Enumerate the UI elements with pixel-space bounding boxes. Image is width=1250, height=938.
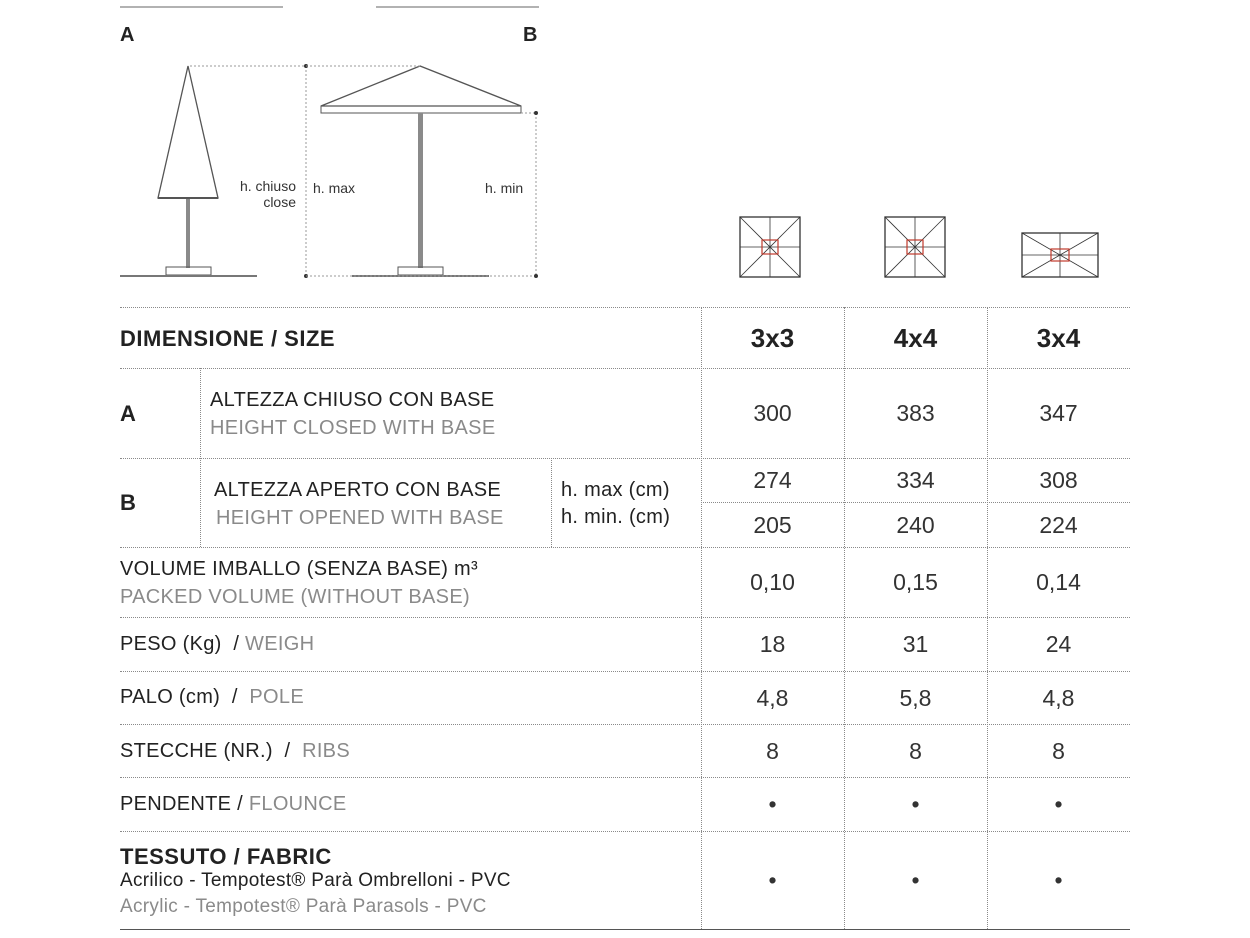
volume-label-en: PACKED VOLUME (WITHOUT BASE) xyxy=(120,586,470,608)
table-cell: 383 xyxy=(896,400,935,426)
table-cell: 300 xyxy=(753,400,792,426)
umbrella-diagram xyxy=(0,0,1250,300)
table-cell: 334 xyxy=(896,467,935,493)
h-max-label: h. max xyxy=(313,180,356,196)
size-4x4-header: 4x4 xyxy=(893,322,938,353)
column-divider xyxy=(200,368,201,547)
h-closed-label: h. chiuso xyxy=(239,178,296,194)
table-cell: • xyxy=(911,867,920,893)
size-3x3-header: 3x3 xyxy=(750,322,795,353)
table-cell: • xyxy=(768,791,777,817)
label-b: B xyxy=(523,24,538,46)
table-bottom-border xyxy=(120,929,1130,930)
table-cell: 8 xyxy=(1052,737,1065,764)
table-cell: 31 xyxy=(902,631,929,657)
row-b-unit-max: h. max (cm) xyxy=(561,479,670,501)
pole-label-it: PALO (cm) / xyxy=(120,686,250,708)
volume-label-it: VOLUME IMBALLO (SENZA BASE) m³ xyxy=(120,558,478,580)
fabric-label-en: Acrylic - Tempotest® Parà Parasols - PVC xyxy=(120,896,487,917)
row-b-label-en: HEIGHT OPENED WITH BASE xyxy=(216,507,504,529)
open-umbrella-icon xyxy=(321,66,524,276)
plan-3x4-icon xyxy=(1022,233,1098,277)
row-b-unit-min: h. min. (cm) xyxy=(561,506,671,528)
ribs-label xyxy=(120,737,350,766)
ribs-label-it: STECCHE (NR.) / xyxy=(120,740,303,762)
table-cell: 274 xyxy=(753,467,792,493)
table-cell: 8 xyxy=(766,737,779,764)
pole-label-en: POLE xyxy=(249,686,304,708)
table-cell: 0,10 xyxy=(750,569,795,595)
weight-label-it: PESO (Kg) / xyxy=(120,633,246,655)
table-cell: • xyxy=(911,791,920,817)
table-cell: 0,14 xyxy=(1036,569,1081,595)
table-cell: 8 xyxy=(909,737,922,764)
closed-umbrella-icon xyxy=(120,66,257,276)
size-header-label: DIMENSIONE / SIZE xyxy=(120,326,336,351)
weight-label xyxy=(120,630,314,659)
plan-3x3-icon xyxy=(740,217,800,277)
table-cell: 4,8 xyxy=(1042,684,1075,711)
size-3x4-header: 3x4 xyxy=(1036,322,1081,353)
row-a-code: A xyxy=(120,401,137,426)
table-cell: 347 xyxy=(1039,400,1078,426)
row-a-label-it: ALTEZZA CHIUSO CON BASE xyxy=(210,389,495,411)
table-cell: 205 xyxy=(753,511,792,538)
row-b-label-it: ALTEZZA APERTO CON BASE xyxy=(214,479,501,501)
pole-label xyxy=(120,683,304,712)
flounce-label-en: FLOUNCE xyxy=(248,793,347,815)
table-cell: 24 xyxy=(1045,631,1072,657)
table-cell: • xyxy=(1054,867,1063,893)
table-cell: 224 xyxy=(1039,511,1078,538)
umbrella-drawing xyxy=(0,0,1250,300)
column-divider xyxy=(551,458,552,547)
ribs-label-en: RIBS xyxy=(302,740,350,762)
label-a: A xyxy=(120,24,135,46)
flounce-label xyxy=(120,790,347,819)
table-cell: 5,8 xyxy=(899,684,932,711)
h-min-label: h. min xyxy=(485,180,524,196)
fabric-title: TESSUTO / FABRIC xyxy=(120,844,332,869)
plan-4x4-icon xyxy=(885,217,945,277)
flounce-label-it: PENDENTE / xyxy=(120,793,249,815)
table-cell: • xyxy=(1054,791,1063,817)
table-cell: 240 xyxy=(896,511,935,538)
table-cell: 4,8 xyxy=(756,684,789,711)
table-cell: 18 xyxy=(759,631,786,657)
fabric-label-it: Acrilico - Tempotest® Parà Ombrelloni - PVC xyxy=(120,870,511,891)
row-a-label-en: HEIGHT CLOSED WITH BASE xyxy=(210,417,496,439)
weight-label-en: WEIGH xyxy=(245,633,315,655)
table-cell: 0,15 xyxy=(893,569,938,595)
table-cell: • xyxy=(768,867,777,893)
row-b-code: B xyxy=(120,490,137,515)
table-cell: 308 xyxy=(1039,467,1078,493)
h-closed-en-label: close xyxy=(263,194,296,210)
